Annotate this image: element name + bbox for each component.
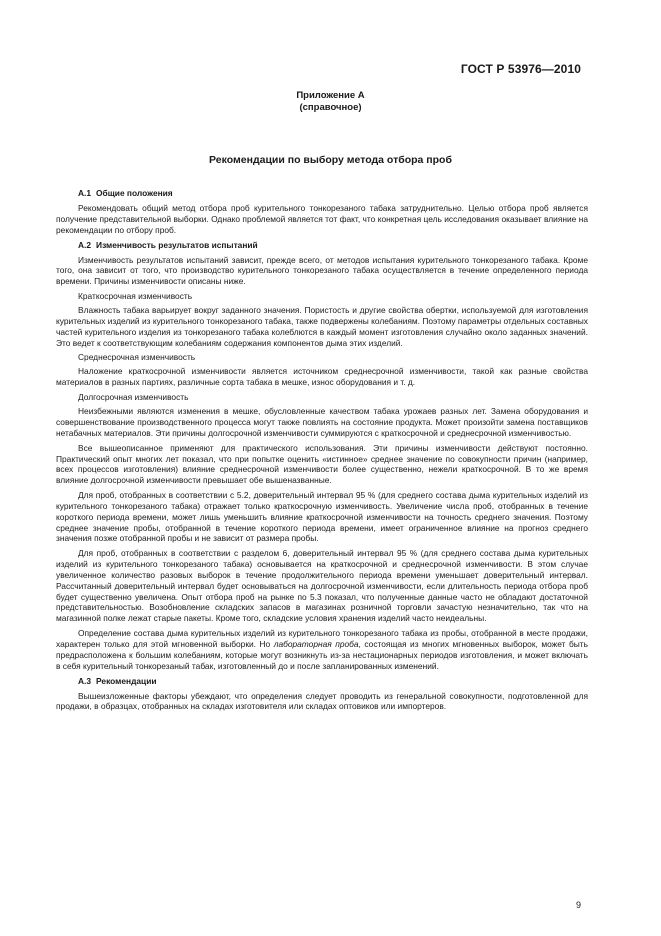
section-number: А.2 bbox=[78, 239, 92, 250]
paragraph: Вышеизложенные факторы убеждают, что определения следует проводить из генеральной совокупности, подготовленной для продажи, в образцах, отобранных на складах изготовителя или складах оптовиков или импортеров. bbox=[56, 690, 588, 712]
section-title: Рекомендации bbox=[96, 675, 157, 686]
paragraph: Влажность табака варьирует вокруг заданного значения. Пористость и другие свойства обертки, используемой для изготовления курительных изделий из курительного тонкорезаного табака, также подвержены колебаниям. Поэтому параметры отдельных составных частей курительного изделия из тонкорезаного табака колеблются в каждый момент изготовления случайно около заданных значений. Это ведет к соответствующим колебаниям содержания компонентов дыма этих изделий. bbox=[56, 305, 588, 348]
paragraph: Изменчивость результатов испытаний зависит, прежде всего, от методов испытания курительного тонкорезаного табака. Кроме того, она зависит от того, что производство курительного тонкорезаного табака осуществляется в течение определенного периода времени. Причины изменчивости описаны ниже. bbox=[56, 254, 588, 287]
section-heading-a1 bbox=[56, 188, 588, 199]
paragraph bbox=[56, 628, 588, 671]
page-number: 9 bbox=[575, 900, 581, 910]
subheading-medium-term: Среднесрочная изменчивость bbox=[78, 352, 196, 363]
paragraph-text: , состоящая из многих мгновенных выборок, может быть предрасположена к большим колебаниям, которые могут возникнуть из-за нестационарных периодов изготовления, и может включать в себя курительный тонкорезаный табак, изготовленный до и после запланированных изменений. bbox=[56, 639, 588, 671]
section-title: Общие положения bbox=[96, 188, 173, 198]
subheading-long-term: Долгосрочная изменчивость bbox=[78, 392, 189, 403]
section-heading-a2 bbox=[56, 240, 588, 251]
paragraph: Все вышеописанное применяют для практического использования. Эти причины изменчивости действуют постоянно. Практический опыт многих лет показал, что при попытке оценить «истинное» среднее значение по совокупности причин (например, всех процессов изготовления) влияние среднесрочной изменчивости более существенно, нежели краткосрочной. В то же время влияние долгосрочной изменчивости превышает обе вышеназванные. bbox=[56, 442, 588, 486]
paragraph: Неизбежными являются изменения в мешке, обусловленные качеством табака урожаев разных лет. Замена оборудования и совершенствование производственного процесса могут также повлиять на состояние продукта. Может произойти замена поставщиков нетабачных материалов. Эти причины долгосрочной изменчивости суммируются с краткосрочной и среднесрочной изменчивостью. bbox=[56, 406, 588, 438]
paragraph: Для проб, отобранных в соответствии с 5.2, доверительный интервал 95 % (для среднего состава дыма курительных изделий из курительного тонкорезаного табака) отражает только краткосрочную изменчивость. Увеличение числа проб, отобранных в течение короткого периода времени, может лишь уменьшить влияние краткосрочной изменчивости на точность среднего значения. Поэтому среднее значение пробы, отобранной в течение короткого периода времени, имеет ограниченное влияние на прогноз среднего значения позже отобранной пробы и не зависит от размера пробы. bbox=[56, 490, 588, 544]
subheading-short-term: Краткосрочная изменчивость bbox=[78, 291, 193, 302]
paragraph: Для проб, отобранных в соответствии с разделом 6, доверительный интервал 95 % (для среднего состава дыма курительных изделий из курительного тонкорезаного табака) основывается на краткосрочной и среднесрочной изменчивости. В этом случае увеличенное количество разовых выборок в течение продолжительного периода времени уменьшает доверительный интервал. Рассчитанный доверительный интервал будет основываться на долгосрочной изменчивости, если длительность периода отбора проб будет существенно увеличена. Опыт отбора проб на рынке по 5.3 показал, что полученные данные часто не обладают достаточной представительностью. Возобновление складских запасов в магазинах розничной торговли зачастую незначительно, так что на магазинной полке лежат старые пакеты. Кроме того, складские условия хранения изделий часто неидеальны. bbox=[56, 548, 588, 624]
section-title: Изменчивость результатов испытаний bbox=[96, 239, 258, 250]
paragraph: Наложение краткосрочной изменчивости является источником среднесрочной изменчивости, такой как разные свойства материалов в разных партиях, различные сорта табака в мешке, износ оборудования и т. д. bbox=[56, 366, 588, 388]
section-heading-a3 bbox=[56, 676, 588, 687]
annex-title: Приложение А bbox=[296, 90, 365, 101]
section-number: А.1 bbox=[78, 188, 92, 198]
annex-label bbox=[0, 90, 661, 114]
paragraph: Рекомендовать общий метод отбора проб курительного тонкорезаного табака затруднительно. Целью отбора проб является получение представительной выборки. Однако проблемой является тот факт, что конкретная цель исследования оказывает влияние на рекомендации по отбору проб. bbox=[56, 203, 588, 235]
document-body bbox=[56, 188, 588, 716]
emphasized-term: лабораторная проба bbox=[273, 639, 359, 649]
annex-type: (справочное) bbox=[299, 102, 362, 113]
paragraph-text: Определение состава дыма курительных изделий из курительного тонкорезаного табака из пробы, отобранной в месте продажи, характерен только для этой мгновенной выборки. Но bbox=[56, 628, 588, 649]
section-number: А.3 bbox=[78, 675, 92, 686]
standard-number: ГОСТ Р 53976—2010 bbox=[460, 62, 581, 76]
annex-heading: Рекомендации по выбору метода отбора проб bbox=[209, 154, 452, 166]
